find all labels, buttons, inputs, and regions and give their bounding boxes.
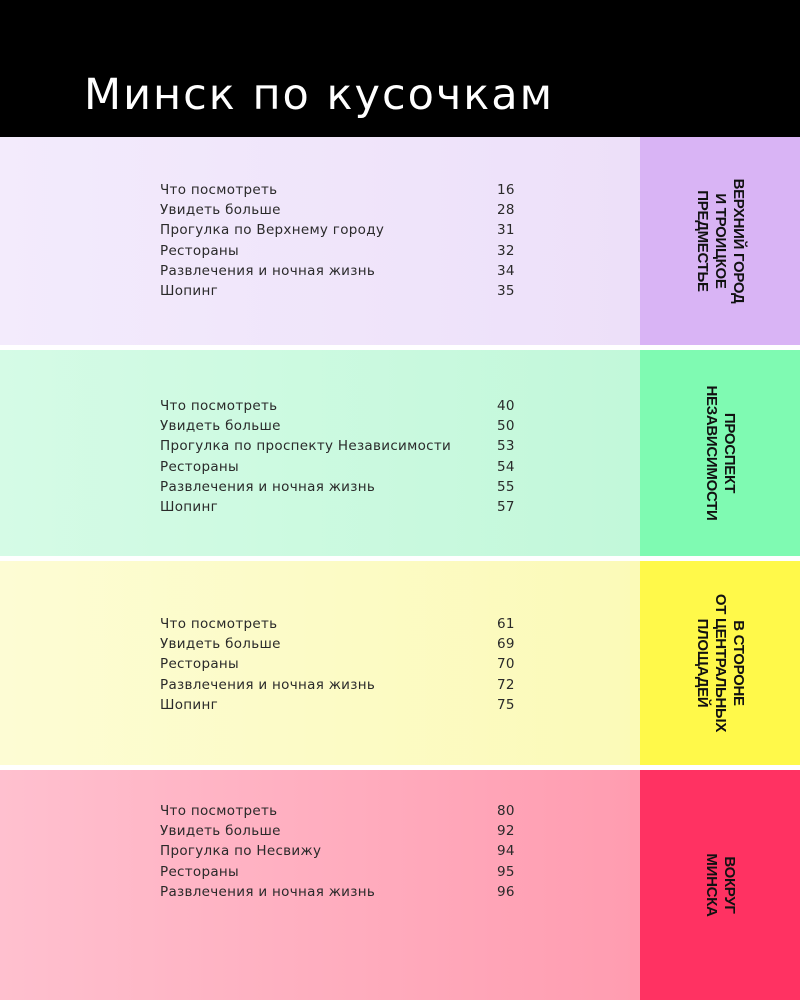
toc-item[interactable] [160,222,520,242]
toc-item[interactable] [160,697,520,717]
toc-item-page: 70 [497,656,515,673]
toc-item-page: 16 [497,182,515,198]
toc-item-page: 75 [497,696,515,713]
toc-item-page: 92 [497,823,515,840]
section-body [0,137,640,345]
toc-item-label: Прогулка по проспекту Независимости [160,438,452,455]
section-around-minsk [0,770,800,1000]
section-tab-label: В СТОРОНЕ ОТ ЦЕНТРАЛЬНЫХ ПЛОЩАДЕЙ [694,593,747,733]
toc-item-label: Увидеть больше [160,636,281,653]
toc-item-label: Увидеть больше [160,202,281,219]
toc-item-label: Увидеть больше [160,823,281,840]
toc-item-label: Развлечения и ночная жизнь [160,883,376,900]
toc-item-page: 50 [497,418,515,435]
toc-item-label: Развлечения и ночная жизнь [160,262,376,279]
toc-item-page: 53 [497,438,515,455]
toc-item[interactable] [160,499,520,519]
toc-item-label: Прогулка по Несвижу [160,843,322,860]
section-tab-label: ВЕРХНИЙ ГОРОД И ТРОИЦКОЕ ПРЕДМЕСТЬЕ [694,178,747,304]
section-tab[interactable] [640,561,800,765]
toc-item[interactable] [160,823,520,843]
toc-item-label: Шопинг [160,282,219,299]
toc-item[interactable] [160,459,520,479]
toc-item-page: 94 [497,843,515,860]
toc-list [160,803,520,904]
toc-item[interactable] [160,803,520,823]
toc-item-label: Что посмотреть [160,182,278,198]
toc-item[interactable] [160,884,520,904]
toc-list [160,182,520,303]
toc-item[interactable] [160,616,520,636]
section-tab-label: ПРОСПЕКТ НЕЗАВИСИМОСТИ [703,385,738,521]
toc-item-page: 40 [497,398,515,414]
toc-item-label: Что посмотреть [160,398,278,414]
toc-item-page: 28 [497,202,515,219]
toc-item-label: Шопинг [160,498,219,515]
toc-item[interactable] [160,656,520,676]
toc-item-page: 72 [497,676,515,693]
section-body [0,561,640,765]
section-upper-town [0,137,800,345]
toc-item[interactable] [160,263,520,283]
toc-item[interactable] [160,182,520,202]
section-tab[interactable] [640,350,800,556]
toc-item-label: Что посмотреть [160,616,278,632]
toc-item[interactable] [160,398,520,418]
toc-item[interactable] [160,418,520,438]
toc-list [160,616,520,717]
toc-item-page: 80 [497,803,515,819]
toc-item[interactable] [160,479,520,499]
toc-item-label: Рестораны [160,242,240,259]
toc-item-page: 35 [497,282,515,299]
toc-item-label: Шопинг [160,696,219,713]
section-independence-avenue [0,350,800,556]
section-away-from-squares [0,561,800,765]
section-tab-label: ВОКРУГ МИНСКА [703,853,738,917]
toc-item[interactable] [160,864,520,884]
header-bar [0,0,800,137]
toc-item[interactable] [160,636,520,656]
toc-item[interactable] [160,243,520,263]
toc-item-page: 96 [497,883,515,900]
section-tab[interactable] [640,770,800,1000]
toc-item-page: 61 [497,616,515,632]
toc-item-label: Прогулка по Верхнему городу [160,222,385,239]
toc-item-label: Развлечения и ночная жизнь [160,676,376,693]
toc-item-label: Рестораны [160,458,240,475]
toc-item[interactable] [160,843,520,863]
section-body [0,350,640,556]
toc-item-label: Увидеть больше [160,418,281,435]
toc-item-page: 32 [497,242,515,259]
toc-item[interactable] [160,202,520,222]
toc-item[interactable] [160,677,520,697]
toc-item-page: 57 [497,498,515,515]
toc-item[interactable] [160,438,520,458]
toc-item-page: 69 [497,636,515,653]
page-title: Минск по кусочкам [84,70,555,120]
toc-item-page: 54 [497,458,515,475]
toc-item-label: Рестораны [160,656,240,673]
toc-item-page: 34 [497,262,515,279]
toc-item-page: 95 [497,863,515,880]
toc-item-label: Рестораны [160,863,240,880]
toc-item-page: 55 [497,478,515,495]
toc-list [160,398,520,519]
toc-item[interactable] [160,283,520,303]
section-tab[interactable] [640,137,800,345]
toc-item-label: Что посмотреть [160,803,278,819]
section-body [0,770,640,1000]
toc-item-page: 31 [497,222,515,239]
toc-item-label: Развлечения и ночная жизнь [160,478,376,495]
